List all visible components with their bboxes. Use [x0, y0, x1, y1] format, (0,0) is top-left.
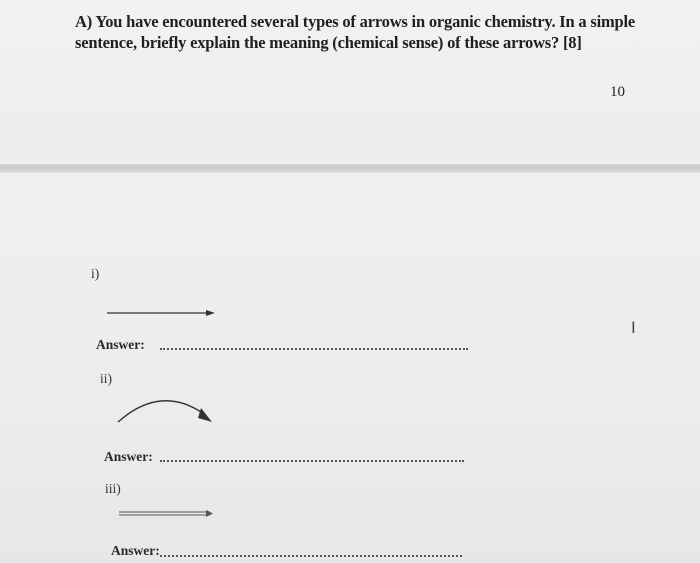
equilibrium-arrow-icon: [118, 509, 216, 519]
item-label-iii: iii): [105, 481, 121, 496]
item-label-i: i): [91, 266, 100, 281]
page-number: 10: [610, 84, 625, 100]
answer-line-i[interactable]: [160, 348, 468, 350]
text-cursor-icon: I: [631, 318, 636, 337]
page-divider: [0, 164, 700, 173]
item-label-ii: ii): [100, 371, 112, 386]
answer-label-ii: Answer:: [104, 449, 153, 464]
answer-line-ii[interactable]: [160, 460, 464, 462]
page-bottom: [0, 173, 700, 563]
curved-arrow-icon: [116, 392, 216, 426]
answer-label-i: Answer:: [96, 337, 145, 352]
question-text: A) You have encountered several types of arrows in organic chemistry. In a simple sentence, briefly explain the meaning (chemical sense) of these arrows? [8]: [75, 12, 636, 52]
answer-line-iii[interactable]: [160, 555, 462, 557]
straight-arrow-icon: [106, 308, 218, 318]
answer-label-iii: Answer:: [111, 543, 160, 558]
